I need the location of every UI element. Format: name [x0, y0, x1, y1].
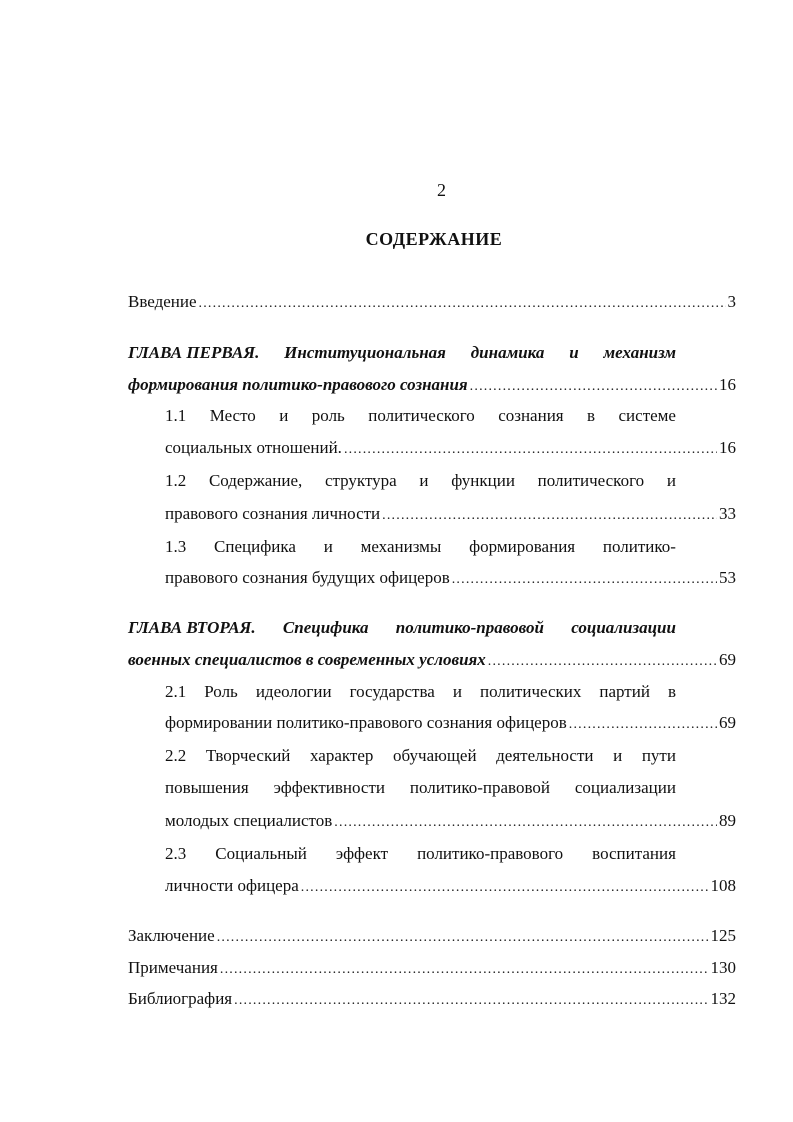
- section-word: и: [419, 471, 429, 490]
- section-word: идеологии: [255, 682, 332, 701]
- chapter1-heading[interactable]: [128, 342, 676, 364]
- section-word: характер: [310, 746, 374, 765]
- toc-entry-page: 69: [719, 650, 736, 669]
- section-word: социализации: [574, 778, 676, 797]
- section-word: Содержание,: [208, 471, 303, 490]
- leader-dots: [382, 505, 717, 527]
- section-word: 1.2: [165, 471, 187, 490]
- page-title: СОДЕРЖАНИЕ: [365, 229, 503, 249]
- toc-section-2-3[interactable]: [165, 843, 676, 865]
- section-word: пути: [641, 746, 676, 765]
- toc-section-1-1-end[interactable]: [165, 437, 736, 461]
- toc-entry-page: 53: [719, 568, 736, 587]
- section-word: Творческий: [205, 746, 291, 765]
- section-word: 2.2: [165, 746, 187, 765]
- leader-dots: [334, 812, 717, 834]
- chapter1-heading-end[interactable]: [128, 374, 736, 398]
- toc-entry-page: 33: [719, 504, 736, 523]
- toc-entry-bibliography[interactable]: [128, 988, 736, 1012]
- section-word: 2.3: [165, 844, 187, 863]
- leader-dots: [217, 927, 709, 949]
- leader-dots: [220, 959, 709, 981]
- leader-dots: [488, 651, 717, 673]
- section-text: социальных отношений.: [165, 438, 342, 457]
- heading-text: военных специалистов в современных условиях: [128, 650, 486, 669]
- toc-entry-label: Введение: [128, 292, 197, 311]
- heading-word: и: [569, 343, 579, 362]
- section-word: механизмы: [360, 537, 442, 556]
- section-word: повышения: [165, 778, 249, 797]
- section-word: Социальный: [215, 844, 307, 863]
- leader-dots: [301, 877, 709, 899]
- toc-entry-notes[interactable]: [128, 957, 736, 981]
- leader-dots: [199, 293, 726, 315]
- leader-dots: [452, 569, 717, 591]
- section-word: эффективности: [273, 778, 385, 797]
- section-word: 1.1: [165, 406, 187, 425]
- toc-entry-page: 16: [719, 375, 736, 394]
- section-word: Место: [209, 406, 256, 425]
- toc-entry-conclusion[interactable]: [128, 925, 736, 949]
- section-word: воспитания: [592, 844, 676, 863]
- toc-section-2-1[interactable]: [165, 681, 676, 703]
- section-text: правового сознания личности: [165, 504, 381, 523]
- toc-entry-page: 89: [719, 811, 736, 830]
- leader-dots: [470, 376, 717, 398]
- section-word: и: [323, 537, 333, 556]
- chapter2-heading[interactable]: [128, 617, 676, 639]
- leader-dots: [234, 990, 708, 1012]
- section-text: молодых специалистов: [165, 811, 333, 830]
- section-word: политических: [479, 682, 582, 701]
- toc-section-1-3-end[interactable]: [165, 567, 736, 591]
- heading-text: формирования политико-правового сознания: [128, 375, 468, 394]
- section-word: структура: [324, 471, 397, 490]
- section-word: и: [452, 682, 462, 701]
- toc-entry-page: 125: [710, 926, 736, 945]
- toc-section-2-1-end[interactable]: [165, 712, 736, 736]
- toc-section-1-3[interactable]: [165, 536, 676, 558]
- section-word: и: [279, 406, 289, 425]
- toc-entry-page: 3: [727, 292, 736, 311]
- section-word: политико-правовой: [409, 778, 550, 797]
- section-word: эффект: [335, 844, 389, 863]
- toc-entry-page: 108: [710, 876, 736, 895]
- toc-entry-label: Примечания: [128, 958, 218, 977]
- heading-word: социализации: [571, 618, 676, 637]
- page-number: 2: [437, 180, 446, 200]
- heading-word: политико-правовой: [395, 618, 544, 637]
- toc-entry-page: 16: [719, 438, 736, 457]
- section-word: и: [613, 746, 623, 765]
- toc-entry-page: 69: [719, 713, 736, 732]
- section-text: формировании политико-правового сознания офицеров: [165, 713, 567, 732]
- heading-word: ГЛАВА ВТОРАЯ.: [128, 618, 256, 637]
- toc-entry-label: Заключение: [128, 926, 215, 945]
- section-word: в: [587, 406, 596, 425]
- section-word: сознания: [498, 406, 564, 425]
- section-word: системе: [618, 406, 676, 425]
- section-word: деятельности: [496, 746, 594, 765]
- leader-dots: [569, 714, 717, 736]
- toc-section-1-1[interactable]: [165, 405, 676, 427]
- section-text: личности офицера: [165, 876, 299, 895]
- section-word: Специфика: [214, 537, 296, 556]
- section-word: формирования: [469, 537, 576, 556]
- section-word: партий: [599, 682, 650, 701]
- chapter2-heading-end[interactable]: [128, 649, 736, 673]
- section-word: в: [667, 682, 676, 701]
- toc-entry-page: 132: [710, 989, 736, 1008]
- section-text: правового сознания будущих офицеров: [165, 568, 450, 587]
- heading-word: динамика: [470, 343, 545, 362]
- toc-section-2-2-mid[interactable]: [165, 777, 676, 799]
- section-word: политико-: [602, 537, 676, 556]
- heading-word: механизм: [603, 343, 676, 362]
- toc-entry-label: Библиография: [128, 989, 233, 1008]
- section-word: государства: [349, 682, 435, 701]
- toc-entry-intro[interactable]: [128, 291, 736, 315]
- section-word: Роль: [204, 682, 238, 701]
- section-word: и: [666, 471, 676, 490]
- section-word: политического: [537, 471, 645, 490]
- section-word: политического: [368, 406, 475, 425]
- toc-section-2-2-end[interactable]: [165, 810, 736, 834]
- leader-dots: [344, 439, 717, 461]
- heading-word: Институциональная: [284, 343, 446, 362]
- toc-section-2-3-end[interactable]: [165, 875, 736, 899]
- toc-section-2-2[interactable]: [165, 745, 676, 767]
- section-word: роль: [311, 406, 345, 425]
- toc-section-1-2[interactable]: [165, 470, 676, 492]
- section-word: 1.3: [165, 537, 187, 556]
- section-word: 2.1: [165, 682, 187, 701]
- toc-section-1-2-end[interactable]: [165, 503, 736, 527]
- heading-word: Специфика: [282, 618, 369, 637]
- toc-entry-page: 130: [710, 958, 736, 977]
- section-word: политико-правового: [417, 844, 564, 863]
- section-word: функции: [451, 471, 515, 490]
- section-word: обучающей: [393, 746, 477, 765]
- heading-word: ГЛАВА ПЕРВАЯ.: [128, 343, 260, 362]
